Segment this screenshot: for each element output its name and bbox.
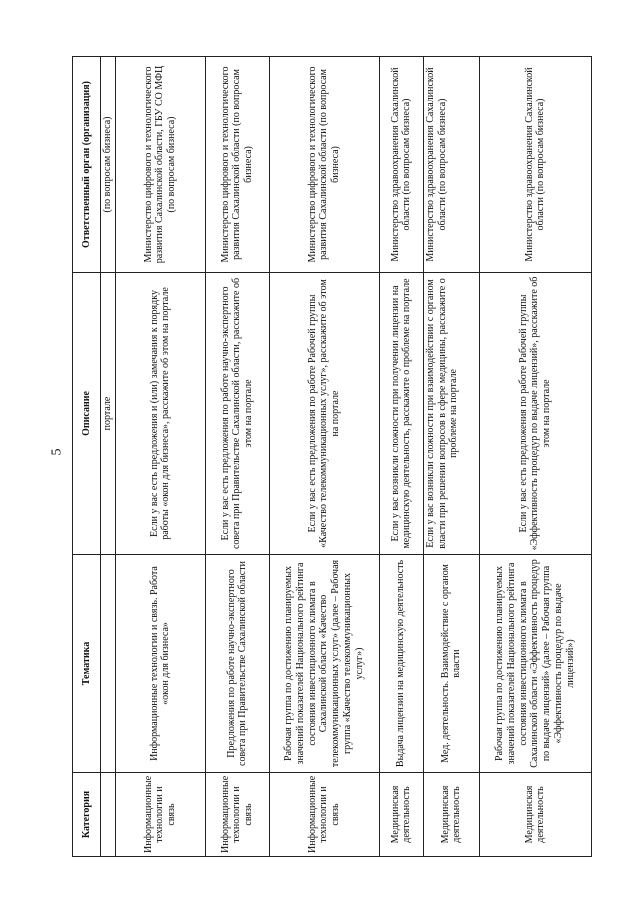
table-row [101, 57, 116, 857]
cell-org: Министерство здравоохранения Сахалинской области (по вопросам бизнеса) [479, 57, 591, 273]
cell-topic: Информационные технологии и связь. Работа «окон для бизнеса» [115, 555, 205, 773]
cell-org: Министерство здравоохранения Сахалинской области (по вопросам бизнеса) [423, 57, 479, 273]
table-row [115, 57, 205, 857]
cell-description: портале [101, 273, 116, 555]
cell-topic: Мед. деятельность. Взаимодействие с органом власти [423, 555, 479, 773]
cell-category: Информационные технологии и связь [115, 773, 205, 857]
table-row [423, 57, 479, 857]
cell-org: Министерство цифрового и технологического развития Сахалинской области, ГБУ СО МФЦ (по вопросам бизнеса) [115, 57, 205, 273]
cell-category: Медицинская деятельность [379, 773, 423, 857]
cell-topic [101, 555, 116, 773]
cell-topic: Предложения по работе научно-экспертного совета при Правительстве Сахалинской области [205, 555, 269, 773]
cell-org: Министерство здравоохранения Сахалинской области (по вопросам бизнеса) [379, 57, 423, 273]
cell-org: Министерство цифрового и технологического развития Сахалинской области (по вопросам бизнеса) [269, 57, 379, 273]
header-description: Описание [73, 273, 101, 555]
cell-category: Медицинская деятельность [423, 773, 479, 857]
cell-description: Если у вас возникли сложности при получении лицензии на медицинскую деятельность, расскажите о проблеме на портале [379, 273, 423, 555]
table-row [205, 57, 269, 857]
cell-org: Министерство цифрового и технологического развития Сахалинской области (по вопросам бизнеса) [205, 57, 269, 273]
cell-description: Если у вас есть предложения по работе научно-экспертного совета при Правительстве Сахалинской области, расскажите об этом на портале [205, 273, 269, 555]
header-org: Ответственный орган (организация) [73, 57, 101, 273]
table-row [269, 57, 379, 857]
rotated-table-container [72, 57, 576, 857]
cell-topic: Рабочая группа по достижению планируемых значений показателей Национального рейтинга состояния инвестиционного климата в Сахалинской области «Эффективность процедур по выдаче лицензий» (далее – Рабочая группа «Эффективность процедур по выдаче лицензий») [479, 555, 591, 773]
cell-description: Если у вас есть предложения и (или) замечания к порядку работы «окон для бизнеса», расскажите об этом на портале [115, 273, 205, 555]
table-row [479, 57, 591, 857]
cell-category: Информационные технологии и связь [269, 773, 379, 857]
cell-description: Если у вас есть предложения по работе Рабочей группы «Качество телекоммуникационных услуг», расскажите об этом на портале [269, 273, 379, 555]
cell-org: (по вопросам бизнеса) [101, 57, 116, 273]
cell-topic: Выдача лицензии на медицинскую деятельность [379, 555, 423, 773]
cell-category: Информационные технологии и связь [205, 773, 269, 857]
header-topic: Тематика [73, 555, 101, 773]
cell-category [101, 773, 116, 857]
cell-category: Медицинская деятельность [479, 773, 591, 857]
cell-topic: Рабочая группа по достижению планируемых значений показателей Национального рейтинга состояния инвестиционного климата в Сахалинской области «Качество телекоммуникационных услуг» (далее – Рабочая группа «Качество телекоммуникационных услуг») [269, 555, 379, 773]
cell-description: Если у вас возникли сложности при взаимодействии с органом власти при решении вопросов в сфере медицины, расскажите о проблеме на портале [423, 273, 479, 555]
table-header-row [73, 57, 87, 857]
table-row [379, 57, 423, 857]
page-number: 5 [49, 448, 65, 456]
cell-description: Если у вас есть предложения по работе Рабочей группы «Эффективность процедур по выдаче лицензий», расскажите об этом на портале [479, 273, 591, 555]
appeals-table [72, 56, 592, 857]
header-category: Категория [73, 773, 101, 857]
